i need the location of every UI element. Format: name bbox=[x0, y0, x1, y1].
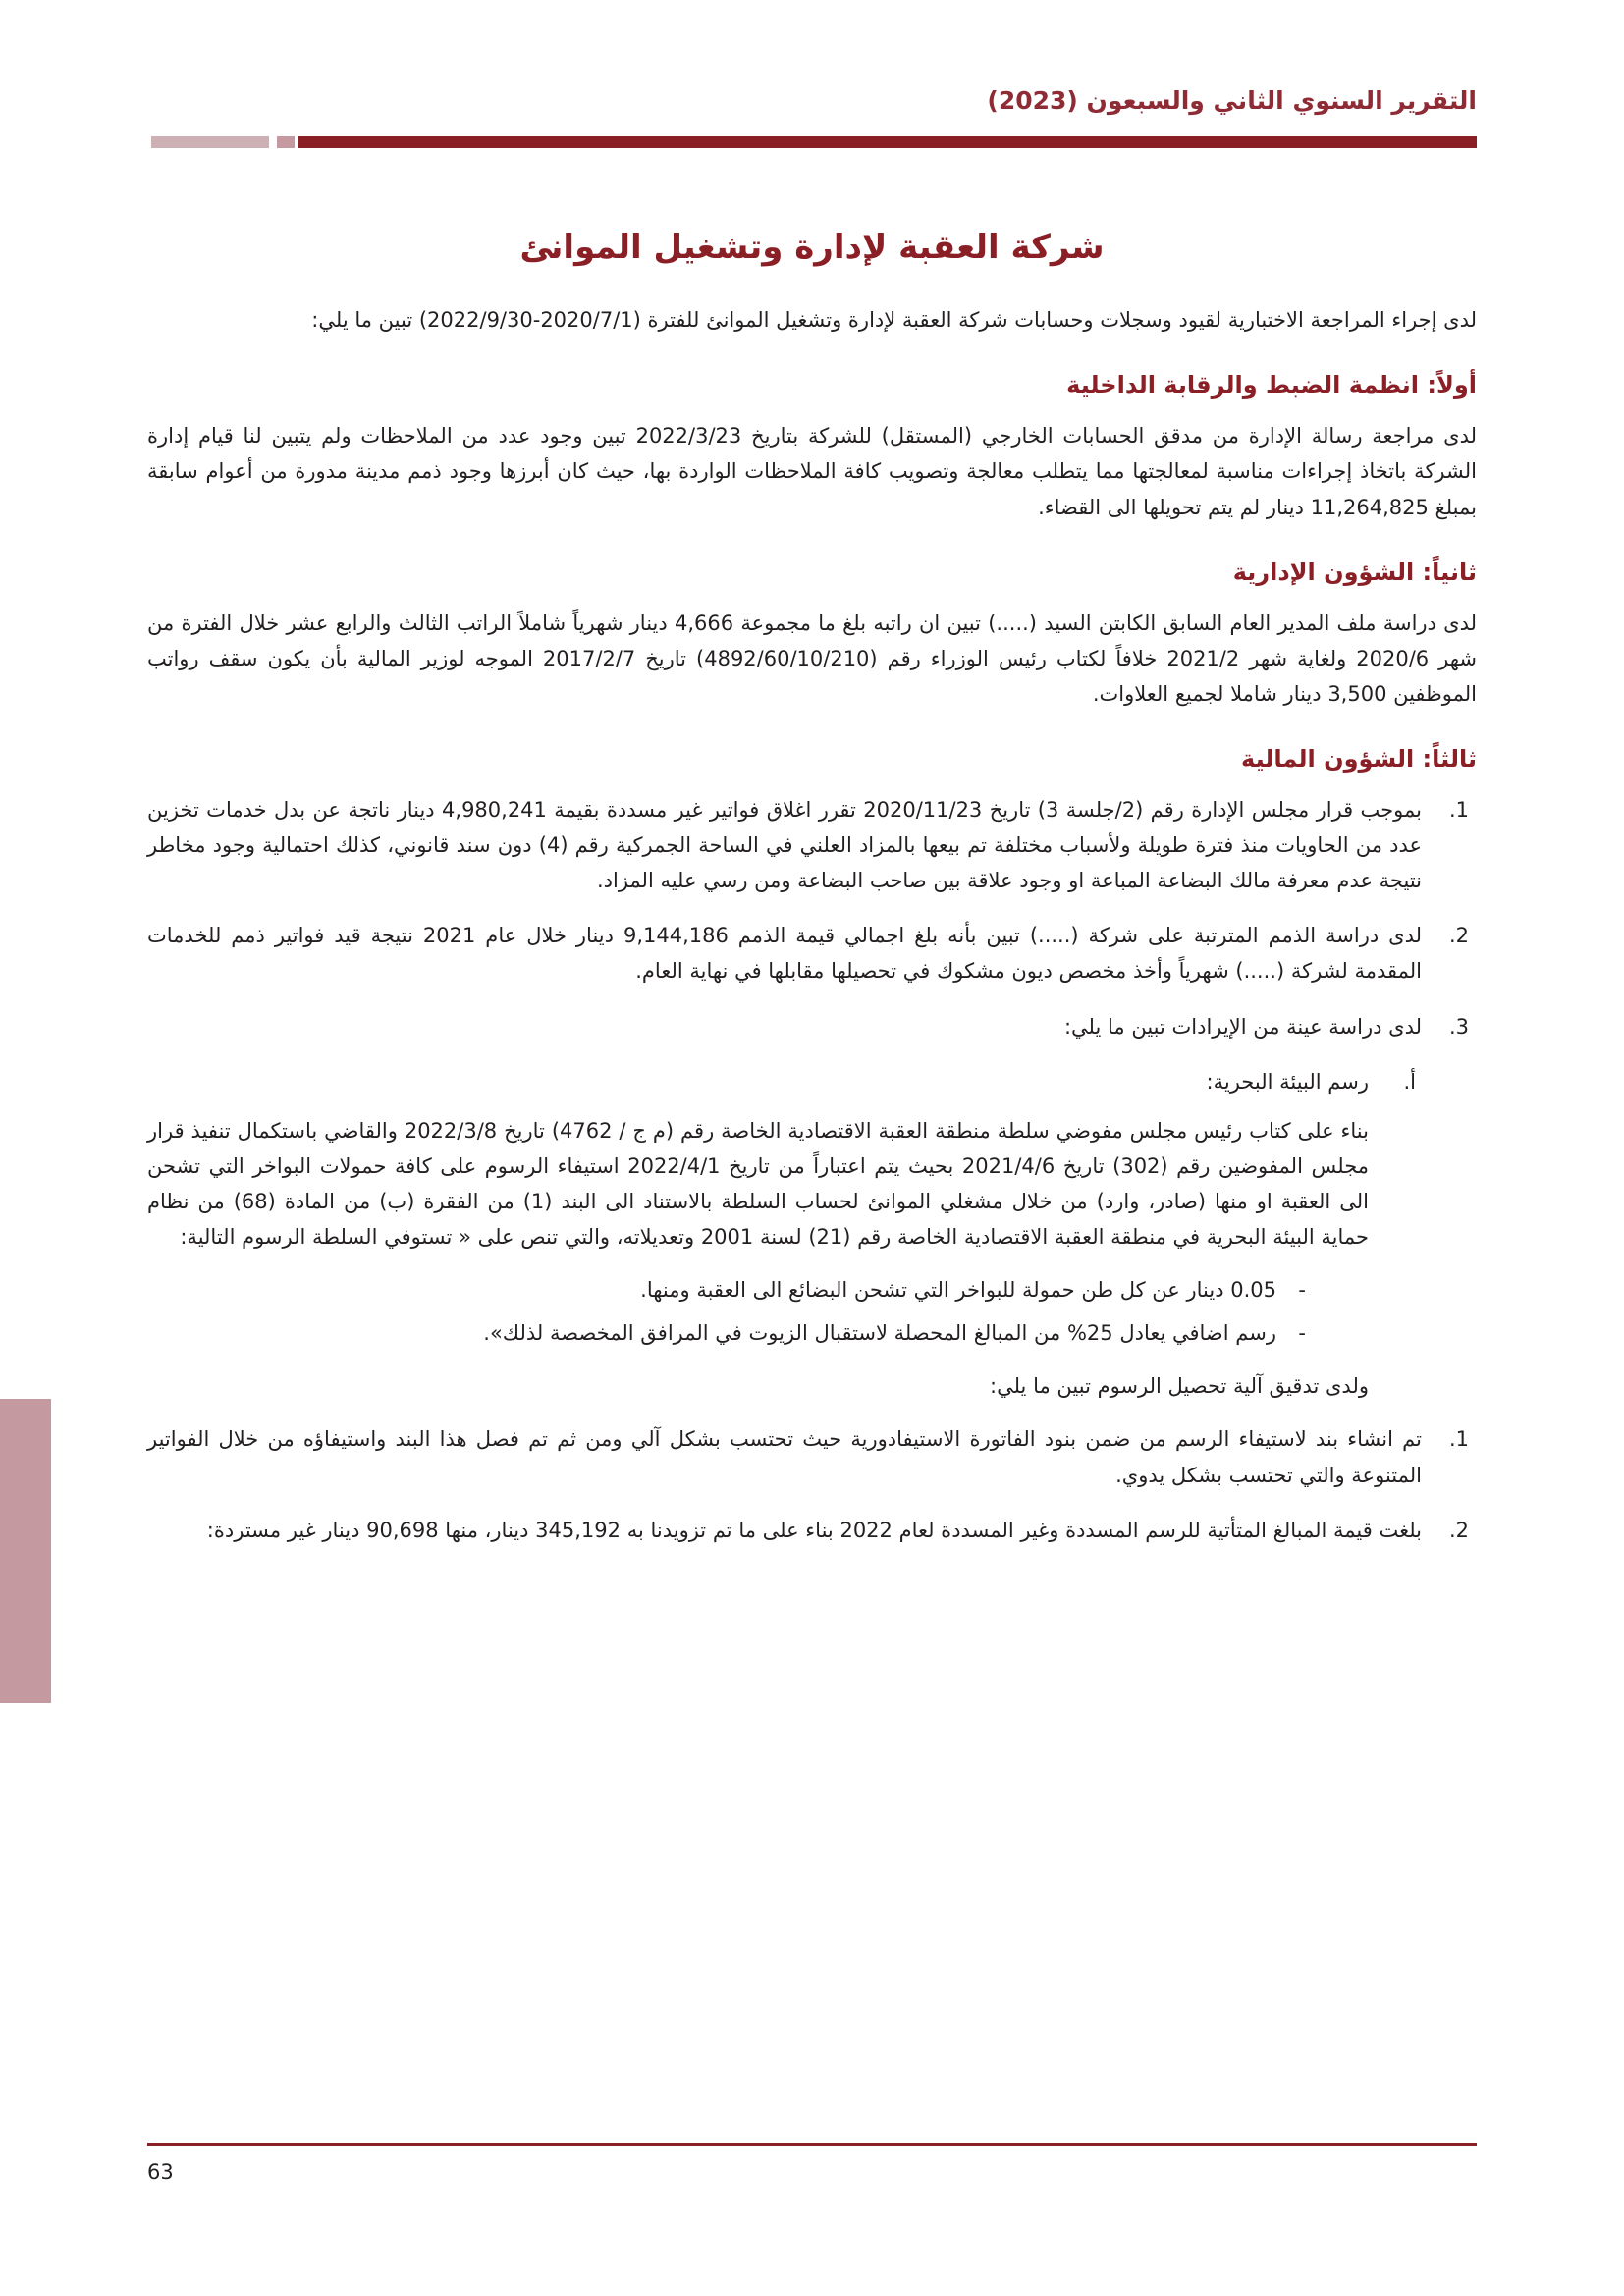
list-item bbox=[147, 918, 1477, 988]
report-title: التقرير السنوي الثاني والسبعون (2023) bbox=[987, 86, 1477, 115]
section-paragraph-second: لدى دراسة ملف المدير العام السابق الكابتن السيد (.....) تبين ان راتبه بلغ ما مجموعة 4,666 دينار شهرياً شاملاً الراتب الثالث والرابع عشر خلال الفترة من شهر 2020/6 ولغاية شهر 2021/2 خلافاً لكتاب رئيس الوزراء رقم (4892/60/10/210) تاريخ 2017/2/7 الموجه لوزير المالية بأن يكون سقف رواتب الموظفين 3,500 دينار شاملا لجميع العلاوات. bbox=[147, 611, 1478, 706]
section-heading-first: أولاً: انظمة الضبط والرقابة الداخلية bbox=[1066, 371, 1477, 400]
header-rule-segment-small bbox=[277, 136, 295, 148]
sub-item-paragraph: بناء على كتاب رئيس مجلس مفوضي سلطة منطقة العقبة الاقتصادية الخاصة رقم (م ج / 4762) تاريخ 2022/3/8 والقاضي باستكمال تنفيذ قرار مجلس المفوضين رقم (302) تاريخ 2021/4/6 بحيث يتم اعتباراً من تاريخ 2022/4/1 استيفاء الرسوم على كافة حمولات البواخر التي تشحن الى العقبة او منها (صادر، وارد) من خلال مشغلي الموانئ لحساب السلطة بالاستناد الى البند (1) من الفقرة (ب) من المادة (68) من نظام حماية البيئة البحرية في منطقة العقبة الاقتصادية الخاصة رقم (21) لسنة 2001 وتعديلاته، والتي تنص على « تستوفي السلطة الرسوم التالية: bbox=[147, 1118, 1370, 1250]
page-title: شركة العقبة لإدارة وتشغيل الموانئ bbox=[519, 228, 1105, 267]
side-decoration-tab bbox=[0, 1399, 51, 1703]
footer-rule bbox=[147, 2143, 1477, 2146]
intro-paragraph: لدى إجراء المراجعة الاختبارية لقيود وسجلات وحسابات شركة العقبة لإدارة وتشغيل الموانئ للفترة (2020/7/1-2022/9/30) تبين ما يلي: bbox=[311, 308, 1477, 333]
header-rule-group bbox=[147, 133, 1477, 148]
list-item bbox=[147, 1272, 1310, 1308]
list-item-marker: .2 bbox=[1448, 1518, 1469, 1542]
list-item bbox=[147, 1421, 1477, 1492]
sub-item-body bbox=[147, 1113, 1477, 1405]
list-item bbox=[147, 1009, 1477, 1044]
list-item-marker: - bbox=[1298, 1278, 1306, 1303]
header-rule-main bbox=[298, 136, 1477, 148]
list-item-marker: .1 bbox=[1448, 797, 1469, 822]
list-item-text: لدى دراسة عينة من الإيرادات تبين ما يلي: bbox=[1063, 1014, 1422, 1039]
financial-items-list bbox=[147, 792, 1477, 1044]
list-item bbox=[147, 792, 1477, 898]
fee-inner-list bbox=[147, 1421, 1477, 1547]
list-item-text: بموجب قرار مجلس الإدارة رقم (2/جلسة 3) تاريخ 2020/11/23 تقرر اغلاق فواتير غير مسددة بقيمة 4,980,241 دينار ناتجة عن بدل خدمات تخزين عدد من الحاويات منذ فترة طويلة ولأسباب مختلفة تم بيعها بالمزاد العلني في الساحة الجمركية رقم (4) دون سند قانوني، كذلك احتمالية وجود مخاطر نتيجة عدم معرفة مالك البضاعة المباعة او وجود علاقة بين صاحب البضاعة ومن رسي عليه المزاد. bbox=[147, 797, 1422, 893]
list-item-text: تم انشاء بند لاستيفاء الرسم من ضمن بنود الفاتورة الاستيفادورية حيث تحتسب بشكل آلي ومن ثم تم فصل هذا البند واستيفاؤه من خلال الفواتير المتنوعة والتي تحتسب بشكل يدوي. bbox=[147, 1427, 1422, 1487]
list-item-text: 0.05 دينار عن كل طن حمولة للبواخر التي تشحن البضائع الى العقبة ومنها. bbox=[640, 1278, 1276, 1303]
list-item-text: لدى دراسة الذمم المترتبة على شركة (.....) تبين بأنه بلغ اجمالي قيمة الذمم 9,144,186 دينار خلال عام 2021 نتيجة قيد فواتير ذمم للخدمات المقدمة لشركة (.....) شهرياً وأخذ مخصص ديون مشكوك في تحصيلها مقابلها في نهاية العام. bbox=[147, 924, 1422, 984]
sub-item-closing: ولدى تدقيق آلية تحصيل الرسوم تبين ما يلي: bbox=[990, 1374, 1369, 1399]
list-item-marker: .3 bbox=[1448, 1014, 1469, 1039]
list-item bbox=[147, 1513, 1477, 1548]
list-item-text: بلغت قيمة المبالغ المتأتية للرسم المسددة وغير المسددة لعام 2022 بناء على ما تم تزويدنا به 345,192 دينار، منها 90,698 دينار غير مستردة: bbox=[206, 1518, 1422, 1542]
section-paragraph-first: لدى مراجعة رسالة الإدارة من مدقق الحسابات الخارجي (المستقل) للشركة بتاريخ 2022/3/23 تبين وجود عدد من الملاحظات ولم يتبين لنا قيام إدارة الشركة باتخاذ إجراءات مناسبة لمعالجتها مما يتطلب معالجة وتصويب كافة الملاحظات الواردة بها، حيث كان أبرزها وجود ذمم مدينة مدورة من أعوام سابقة بمبلغ 11,264,825 دينار لم يتم تحويلها الى القضاء. bbox=[147, 424, 1477, 519]
sub-item-marker: أ. bbox=[1403, 1069, 1416, 1094]
page-header bbox=[147, 86, 1477, 155]
list-item-marker: - bbox=[1298, 1321, 1306, 1346]
list-item-marker: .1 bbox=[1448, 1427, 1469, 1452]
page-number: 63 bbox=[147, 2161, 174, 2184]
fee-dash-list bbox=[147, 1272, 1369, 1351]
section-heading-third: ثالثاً: الشؤون المالية bbox=[1241, 744, 1477, 773]
document-content bbox=[147, 226, 1477, 1568]
sub-item-label: رسم البيئة البحرية: bbox=[1206, 1069, 1369, 1094]
sub-item-heading bbox=[147, 1064, 1477, 1099]
list-item bbox=[147, 1315, 1310, 1351]
section-heading-second: ثانياً: الشؤون الإدارية bbox=[1232, 558, 1477, 586]
list-item-marker: .2 bbox=[1448, 924, 1469, 948]
list-item-text: رسم اضافي يعادل 25% من المبالغ المحصلة لاستقبال الزيوت في المرافق المخصصة لذلك». bbox=[483, 1321, 1276, 1346]
page-footer bbox=[147, 2143, 1477, 2202]
header-rule-segment-large bbox=[151, 136, 269, 148]
